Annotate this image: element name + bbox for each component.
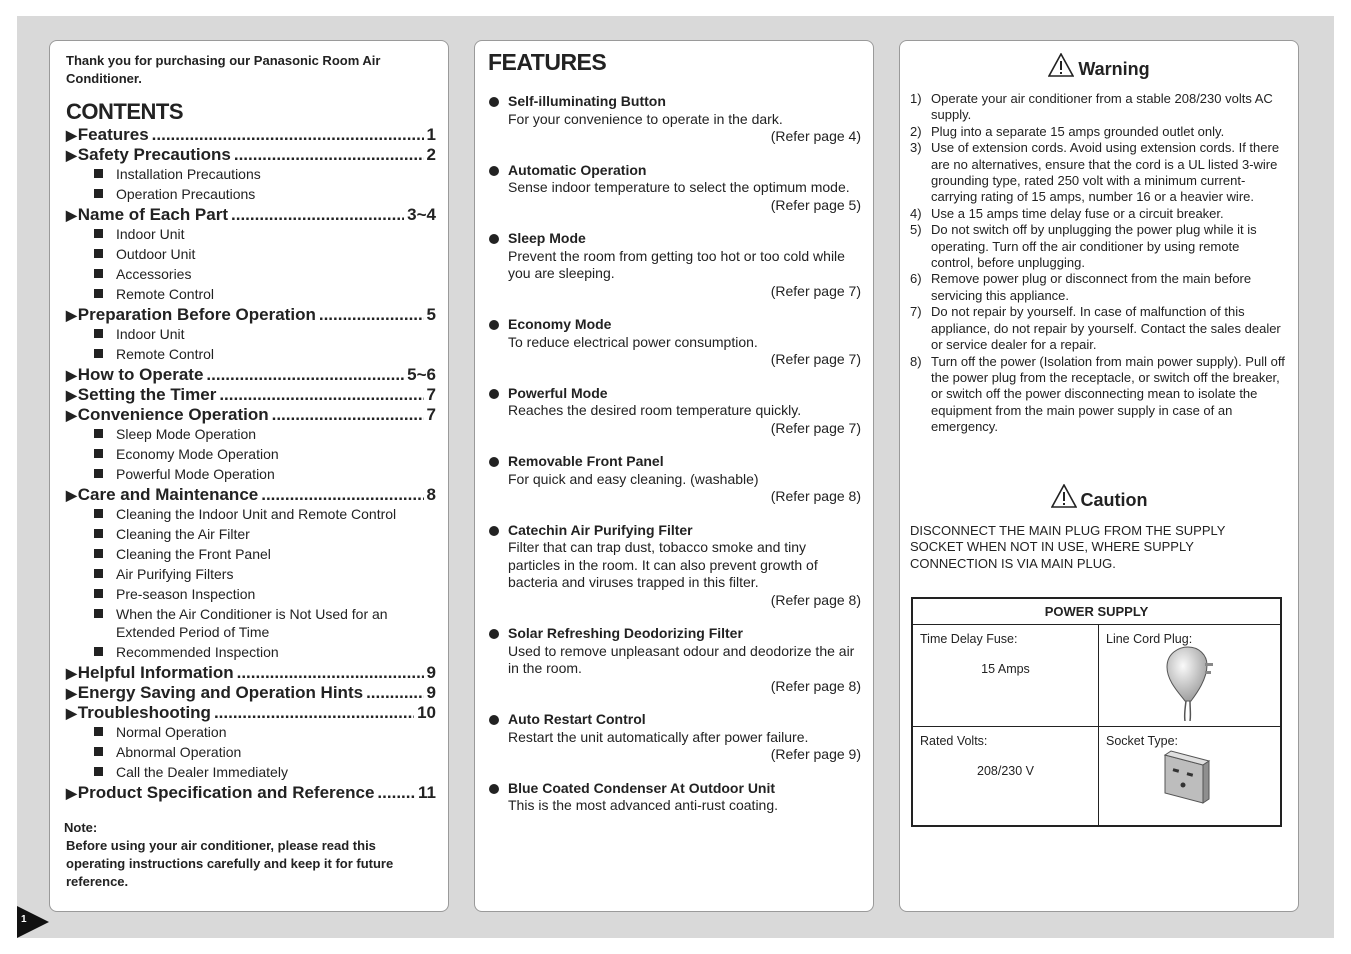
caution-text: DISCONNECT THE MAIN PLUG FROM THE SUPPLY SOCKET WHEN NOT IN USE, WHERE SUPPLY CONNECTION IS VIA MAIN PLUG. bbox=[910, 523, 1226, 571]
toc-entry bbox=[66, 385, 436, 405]
warning-number: 8) bbox=[910, 353, 922, 369]
toc-entry-label: Product Specification and Reference bbox=[77, 783, 375, 802]
toc-sub-entry bbox=[66, 425, 436, 445]
feature-description: Filter that can trap dust, tobacco smoke and tiny particles in the room. It can also prevent growth of bacteria and viruses trapped in this filter. bbox=[508, 539, 818, 590]
warning-text: Use of extension cords. Avoid using extension cords. If there are no alternatives, ensure that the cord is a UL listed 3-wire grounding type, rated 250 volt with a minimum current-carrying rating of 15 amps, number 16 or a heavier wire. bbox=[931, 140, 1280, 205]
toc-entry-label: Convenience Operation bbox=[77, 405, 269, 424]
warning-number: 7) bbox=[910, 304, 922, 320]
toc-arrow-icon: ▶ bbox=[66, 487, 77, 503]
feature-item bbox=[487, 522, 861, 610]
bullet-square-icon bbox=[94, 429, 103, 438]
feature-item bbox=[487, 385, 861, 438]
socket-label: Socket Type: bbox=[1106, 734, 1179, 748]
caution-title: Caution bbox=[1080, 490, 1148, 510]
toc-sub-entry bbox=[66, 165, 436, 185]
plug-cell bbox=[1099, 625, 1280, 727]
toc-entry-label: How to Operate bbox=[77, 365, 204, 384]
bullet-dot-icon bbox=[489, 166, 499, 176]
toc-leader-dots bbox=[219, 385, 423, 405]
warning-text: Do not repair by yourself. In case of malfunction of this appliance, do not repair by yourself. Contact the sales dealer or service dealer for a repair. bbox=[931, 304, 1281, 353]
toc-entry-page: 8 bbox=[426, 485, 436, 504]
safety-panel bbox=[899, 40, 1299, 912]
toc-entry-label: Helpful Information bbox=[77, 663, 234, 682]
bullet-dot-icon bbox=[489, 234, 499, 244]
feature-name: Auto Restart Control bbox=[508, 711, 646, 727]
bullet-dot-icon bbox=[489, 389, 499, 399]
line-cord-plug-icon bbox=[1161, 645, 1215, 721]
feature-name: Blue Coated Condenser At Outdoor Unit bbox=[508, 779, 776, 796]
toc-sub-label: Remote Control bbox=[116, 346, 215, 362]
toc-arrow-icon: ▶ bbox=[66, 127, 77, 143]
feature-item bbox=[487, 625, 861, 695]
bullet-square-icon bbox=[94, 269, 103, 278]
bullet-square-icon bbox=[94, 747, 103, 756]
bullet-square-icon bbox=[94, 169, 103, 178]
toc-sub-label: Indoor Unit bbox=[116, 226, 185, 242]
toc-sub-label: Sleep Mode Operation bbox=[116, 426, 257, 442]
note-label: Note: bbox=[64, 820, 98, 835]
toc-arrow-icon: ▶ bbox=[66, 387, 77, 403]
toc-sub-entry bbox=[66, 465, 436, 485]
feature-name: Automatic Operation bbox=[508, 161, 647, 178]
warning-item bbox=[910, 271, 1285, 304]
bullet-square-icon bbox=[94, 229, 103, 238]
caution-triangle-icon bbox=[1051, 484, 1077, 508]
warning-item bbox=[910, 140, 1285, 206]
toc-entry-page: 10 bbox=[417, 703, 436, 722]
toc-entry-label: Name of Each Part bbox=[77, 205, 229, 224]
bullet-square-icon bbox=[94, 529, 103, 538]
bullet-dot-icon bbox=[489, 97, 499, 107]
warning-title: Warning bbox=[1078, 59, 1150, 79]
toc-sub-label: Indoor Unit bbox=[116, 326, 185, 342]
toc-leader-dots bbox=[214, 703, 414, 723]
toc-sub-entry bbox=[66, 643, 436, 663]
feature-page-ref: (Refer page 5) bbox=[770, 196, 861, 213]
toc-entry bbox=[66, 365, 436, 385]
feature-page-ref: (Refer page 9) bbox=[770, 746, 861, 762]
note bbox=[64, 819, 434, 891]
bullet-dot-icon bbox=[489, 457, 499, 467]
toc-entry-page: 9 bbox=[426, 663, 436, 682]
toc-sub-entry bbox=[66, 763, 436, 783]
toc-arrow-icon: ▶ bbox=[66, 147, 77, 163]
toc-arrow-icon: ▶ bbox=[66, 207, 77, 223]
bullet-square-icon bbox=[94, 289, 103, 298]
bullet-square-icon bbox=[94, 767, 103, 776]
plug-label: Line Cord Plug: bbox=[1106, 632, 1193, 646]
features-list bbox=[487, 93, 861, 815]
feature-description: Sense indoor temperature to select the optimum mode. bbox=[508, 179, 850, 195]
toc-sub-label: Accessories bbox=[116, 266, 192, 282]
bullet-square-icon bbox=[94, 589, 103, 598]
toc-sub-entry bbox=[66, 743, 436, 763]
table-of-contents bbox=[66, 125, 436, 803]
feature-page-ref: (Refer page 8) bbox=[770, 591, 861, 608]
toc-sub-label: Outdoor Unit bbox=[116, 246, 196, 262]
bullet-square-icon bbox=[94, 249, 103, 258]
feature-page-ref: (Refer page 7) bbox=[770, 351, 861, 367]
toc-sub-label: Remote Control bbox=[116, 286, 215, 302]
toc-entry bbox=[66, 145, 436, 165]
feature-page-ref: (Refer page 7) bbox=[770, 282, 861, 299]
warning-heading bbox=[900, 53, 1298, 80]
toc-sub-entry bbox=[66, 325, 436, 345]
toc-sub-label: Cleaning the Front Panel bbox=[116, 546, 271, 562]
toc-sub-entry bbox=[66, 545, 436, 565]
toc-entry bbox=[66, 663, 436, 683]
fuse-label: Time Delay Fuse: bbox=[920, 632, 1018, 646]
warning-text: Remove power plug or disconnect from the main before servicing this appliance. bbox=[931, 271, 1252, 303]
volts-cell bbox=[913, 727, 1099, 826]
feature-item bbox=[487, 93, 861, 146]
toc-sub-entry bbox=[66, 585, 436, 605]
toc-leader-dots bbox=[231, 205, 404, 225]
feature-description: To reduce electrical power consumption. bbox=[508, 333, 758, 350]
toc-sub-label: Recommended Inspection bbox=[116, 644, 279, 660]
toc-sub-entry bbox=[66, 525, 436, 545]
feature-item bbox=[487, 711, 861, 764]
bullet-square-icon bbox=[94, 449, 103, 458]
bullet-dot-icon bbox=[489, 526, 499, 536]
page-number-marker bbox=[17, 906, 49, 938]
toc-sub-entry bbox=[66, 245, 436, 265]
power-supply-table bbox=[911, 597, 1282, 827]
feature-page-ref: (Refer page 4) bbox=[770, 128, 861, 144]
toc-sub-entry bbox=[66, 723, 436, 743]
toc-entry bbox=[66, 205, 436, 225]
toc-sub-entry bbox=[66, 505, 436, 525]
power-supply-title: POWER SUPPLY bbox=[913, 599, 1280, 625]
feature-description: Restart the unit automatically after power failure. bbox=[508, 728, 809, 745]
toc-leader-dots bbox=[237, 663, 424, 683]
thank-you-text: Thank you for purchasing our Panasonic Room Air Conditioner. bbox=[66, 53, 381, 86]
toc-sub-entry bbox=[66, 265, 436, 285]
toc-sub-label: Installation Precautions bbox=[116, 166, 261, 182]
feature-name: Catechin Air Purifying Filter bbox=[508, 521, 693, 538]
toc-leader-dots bbox=[234, 145, 424, 165]
socket-icon bbox=[1163, 749, 1213, 805]
bullet-dot-icon bbox=[489, 784, 499, 794]
toc-entry bbox=[66, 125, 436, 145]
feature-description: For quick and easy cleaning. (washable) bbox=[508, 470, 759, 487]
bullet-square-icon bbox=[94, 609, 103, 618]
toc-sub-entry bbox=[66, 285, 436, 305]
toc-entry-page: 2 bbox=[426, 145, 436, 164]
toc-entry-label: Preparation Before Operation bbox=[77, 305, 316, 324]
toc-sub-label: Operation Precautions bbox=[116, 186, 256, 202]
feature-name: Solar Refreshing Deodorizing Filter bbox=[508, 625, 743, 641]
toc-leader-dots bbox=[152, 125, 424, 145]
toc-sub-label: Economy Mode Operation bbox=[116, 446, 279, 462]
toc-entry-label: Setting the Timer bbox=[77, 385, 217, 404]
toc-entry-label: Care and Maintenance bbox=[77, 485, 259, 504]
warning-item bbox=[910, 206, 1285, 222]
bullet-dot-icon bbox=[489, 629, 499, 639]
toc-arrow-icon: ▶ bbox=[66, 685, 77, 701]
toc-entry bbox=[66, 783, 436, 803]
warning-list bbox=[910, 91, 1285, 436]
fuse-cell bbox=[913, 625, 1099, 727]
feature-description: Used to remove unpleasant odour and deodorize the air in the room. bbox=[508, 642, 855, 676]
toc-arrow-icon: ▶ bbox=[66, 367, 77, 383]
toc-entry-page: 7 bbox=[426, 385, 436, 404]
feature-name: Powerful Mode bbox=[508, 384, 608, 401]
toc-leader-dots bbox=[319, 305, 424, 325]
feature-item bbox=[487, 316, 861, 369]
feature-page-ref: (Refer page 8) bbox=[770, 488, 861, 504]
toc-entry-label: Energy Saving and Operation Hints bbox=[77, 683, 364, 702]
warning-text: Plug into a separate 15 amps grounded outlet only. bbox=[931, 123, 1225, 139]
warning-item bbox=[910, 222, 1285, 271]
bullet-square-icon bbox=[94, 727, 103, 736]
toc-sub-entry bbox=[66, 445, 436, 465]
warning-item bbox=[910, 124, 1285, 140]
toc-entry-page: 5 bbox=[426, 305, 436, 324]
toc-entry-page: 9 bbox=[426, 683, 436, 702]
toc-sub-entry bbox=[66, 605, 436, 643]
contents-panel bbox=[49, 40, 449, 912]
warning-text: Do not switch off by unplugging the power plug while it is operating. Turn off the air conditioner by using remote control, before unplugging. bbox=[931, 222, 1257, 271]
feature-item bbox=[487, 230, 861, 300]
bullet-square-icon bbox=[94, 329, 103, 338]
bullet-square-icon bbox=[94, 509, 103, 518]
volts-label: Rated Volts: bbox=[920, 734, 988, 748]
toc-arrow-icon: ▶ bbox=[66, 785, 77, 801]
bullet-square-icon bbox=[94, 469, 103, 478]
toc-entry-page: 5~6 bbox=[407, 365, 436, 384]
contents-title: CONTENTS bbox=[66, 99, 183, 124]
warning-number: 5) bbox=[910, 222, 922, 238]
warning-text: Use a 15 amps time delay fuse or a circuit breaker. bbox=[931, 205, 1224, 221]
features-title: FEATURES bbox=[488, 49, 607, 75]
bullet-square-icon bbox=[94, 647, 103, 656]
warning-item bbox=[910, 304, 1285, 353]
toc-sub-label: Abnormal Operation bbox=[116, 744, 242, 760]
toc-leader-dots bbox=[377, 783, 415, 803]
warning-number: 4) bbox=[910, 205, 922, 221]
toc-arrow-icon: ▶ bbox=[66, 665, 77, 681]
feature-description: Reaches the desired room temperature quickly. bbox=[508, 402, 802, 418]
warning-number: 2) bbox=[910, 123, 922, 139]
toc-sub-label: Call the Dealer Immediately bbox=[116, 764, 288, 780]
toc-entry bbox=[66, 485, 436, 505]
toc-sub-label: Air Purifying Filters bbox=[116, 566, 234, 582]
feature-name: Economy Mode bbox=[508, 316, 612, 332]
toc-arrow-icon: ▶ bbox=[66, 307, 77, 323]
bullet-dot-icon bbox=[489, 715, 499, 725]
toc-sub-entry bbox=[66, 225, 436, 245]
toc-entry bbox=[66, 703, 436, 723]
toc-entry-label: Features bbox=[77, 125, 149, 144]
toc-leader-dots bbox=[272, 405, 424, 425]
bullet-square-icon bbox=[94, 569, 103, 578]
warning-triangle-icon bbox=[1048, 53, 1074, 77]
toc-sub-label: Powerful Mode Operation bbox=[116, 466, 275, 482]
feature-item bbox=[487, 162, 861, 215]
note-text: Before using your air conditioner, please read this operating instructions carefully and keep it for future reference. bbox=[66, 838, 394, 889]
toc-leader-dots bbox=[366, 683, 423, 703]
toc-entry bbox=[66, 305, 436, 325]
feature-description: This is the most advanced anti-rust coating. bbox=[508, 797, 779, 813]
toc-entry bbox=[66, 683, 436, 703]
toc-entry-page: 3~4 bbox=[407, 205, 436, 224]
feature-item bbox=[487, 780, 861, 815]
toc-sub-label: When the Air Conditioner is Not Used for an Extended Period of Time bbox=[116, 606, 388, 640]
warning-item bbox=[910, 354, 1285, 436]
feature-description: For your convenience to operate in the dark. bbox=[508, 110, 783, 127]
bullet-square-icon bbox=[94, 549, 103, 558]
toc-sub-entry bbox=[66, 345, 436, 365]
volts-value: 208/230 V bbox=[977, 764, 1034, 778]
toc-sub-label: Cleaning the Indoor Unit and Remote Control bbox=[116, 506, 397, 522]
warning-text: Operate your air conditioner from a stable 208/230 volts AC supply. bbox=[931, 91, 1273, 123]
bullet-square-icon bbox=[94, 189, 103, 198]
toc-entry-page: 1 bbox=[426, 125, 436, 144]
toc-entry bbox=[66, 405, 436, 425]
bullet-square-icon bbox=[94, 349, 103, 358]
toc-sub-entry bbox=[66, 185, 436, 205]
toc-sub-label: Normal Operation bbox=[116, 724, 227, 740]
caution-heading bbox=[900, 484, 1298, 511]
warning-text: Turn off the power (Isolation from main power supply). Pull off the power plug from the receptacle, or switch off the breaker, or switch off the power disconnecting mean to isolate the equipment from the main power supply in case of an emergency. bbox=[931, 353, 1285, 435]
toc-leader-dots bbox=[206, 365, 404, 385]
feature-name: Removable Front Panel bbox=[508, 453, 664, 469]
bullet-dot-icon bbox=[489, 320, 499, 330]
toc-arrow-icon: ▶ bbox=[66, 705, 77, 721]
toc-arrow-icon: ▶ bbox=[66, 407, 77, 423]
feature-page-ref: (Refer page 7) bbox=[770, 419, 861, 436]
socket-cell bbox=[1099, 727, 1280, 826]
feature-page-ref: (Refer page 8) bbox=[770, 677, 861, 694]
toc-entry-label: Safety Precautions bbox=[77, 145, 231, 164]
warning-number: 6) bbox=[910, 271, 922, 287]
feature-name: Self-illuminating Button bbox=[508, 93, 666, 109]
feature-item bbox=[487, 453, 861, 506]
toc-entry-page: 11 bbox=[418, 783, 436, 802]
warning-item bbox=[910, 91, 1285, 124]
feature-description: Prevent the room from getting too hot or too cold while you are sleeping. bbox=[508, 247, 845, 281]
warning-number: 3) bbox=[910, 140, 922, 156]
toc-sub-label: Pre-season Inspection bbox=[116, 586, 256, 602]
fuse-value: 15 Amps bbox=[981, 662, 1030, 676]
features-panel bbox=[474, 40, 874, 912]
toc-entry-page: 7 bbox=[426, 405, 436, 424]
toc-entry-label: Troubleshooting bbox=[77, 703, 211, 722]
feature-name: Sleep Mode bbox=[508, 230, 586, 246]
toc-leader-dots bbox=[261, 485, 423, 505]
toc-sub-label: Cleaning the Air Filter bbox=[116, 526, 250, 542]
page-number: 1 bbox=[21, 914, 27, 925]
warning-number: 1) bbox=[910, 91, 922, 106]
toc-sub-entry bbox=[66, 565, 436, 585]
